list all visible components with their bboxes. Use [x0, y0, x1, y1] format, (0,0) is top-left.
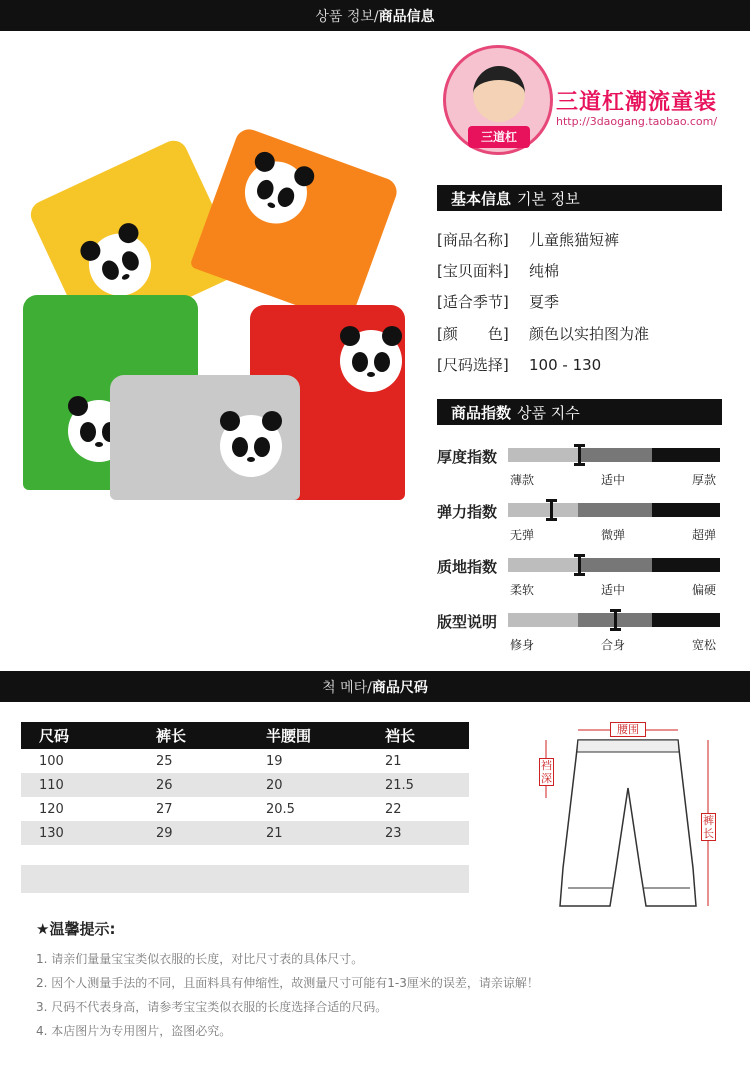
index-scale-high: 厚款 [692, 473, 717, 487]
header-length: 裤长 [156, 727, 187, 745]
pants-outline-icon [528, 718, 728, 918]
cell: 22 [385, 801, 402, 817]
size-table [21, 722, 469, 893]
cell: 21.5 [385, 777, 414, 793]
shop-name: 三道杠潮流童装 [556, 90, 718, 115]
header-waist: 半腰围 [266, 727, 312, 745]
logo-badge: 三道杠 [468, 126, 530, 148]
index-scale-bar [508, 448, 720, 462]
length-label: 裤长 [703, 814, 714, 840]
tip-item: 4. 本店图片为专用图片，盗图必究。 [36, 1024, 232, 1038]
header-size: 尺码 [39, 727, 70, 745]
index-scale-high: 宽松 [692, 638, 717, 652]
shop-logo [443, 45, 553, 155]
scale-segment [578, 448, 652, 462]
cell: 29 [156, 825, 173, 841]
product-index-title: 商品指数 [451, 403, 512, 422]
index-scale-high: 偏硬 [692, 583, 717, 597]
table-row [21, 821, 469, 845]
info-row [437, 323, 649, 344]
cell: 27 [156, 801, 173, 817]
info-key: [尺码选择] [437, 356, 509, 374]
panda-print-icon [220, 415, 282, 477]
index-scale-mid: 适中 [601, 583, 626, 597]
info-row [437, 229, 619, 250]
scale-segment [578, 558, 652, 572]
cell: 100 [39, 753, 64, 769]
waist-label: 腰围 [610, 722, 646, 737]
scale-segment [652, 558, 720, 572]
product-photo [15, 140, 415, 520]
info-key: [颜 色] [437, 325, 509, 343]
banner-korean: 상품 정보/ [315, 8, 379, 25]
logo-character-icon [473, 66, 525, 122]
tip-item: 3. 尺码不代表身高，请参考宝宝类似衣服的长度选择合适的尺码。 [36, 1000, 388, 1014]
index-scale-bar [508, 558, 720, 572]
cell: 23 [385, 825, 402, 841]
info-key: [宝贝面料] [437, 262, 509, 280]
scale-segment [652, 613, 720, 627]
cell: 120 [39, 801, 64, 817]
info-row [437, 291, 559, 312]
basic-info-title-korean: 기본 정보 [517, 189, 580, 208]
index-marker [578, 554, 581, 576]
panda-print-icon [340, 330, 402, 392]
index-marker [614, 609, 617, 631]
index-scale-mid: 微弹 [601, 528, 626, 542]
table-row [21, 749, 469, 773]
index-scale-mid: 合身 [601, 638, 626, 652]
gray-shorts [110, 375, 300, 500]
cell: 19 [266, 753, 283, 769]
scale-segment [508, 503, 578, 517]
panda-print-icon [79, 223, 161, 305]
cell: 110 [39, 777, 64, 793]
index-label: 厚度指数 [437, 448, 498, 466]
info-value: 颜色以实拍图为准 [529, 325, 650, 343]
tip-item: 1. 请亲们量量宝宝类似衣服的长度，对比尺寸表的具体尺寸。 [36, 952, 364, 966]
tip-item: 2. 因个人测量手法的不同，且面料具有伸缩性，故测量尺寸可能有1-3厘米的误差，请亲谅解！ [36, 976, 539, 990]
scale-segment [508, 558, 578, 572]
scale-segment [578, 503, 652, 517]
header-crotch: 裆长 [385, 727, 416, 745]
scale-segment [652, 503, 720, 517]
index-label: 质地指数 [437, 558, 498, 576]
cell: 21 [385, 753, 402, 769]
index-marker [550, 499, 553, 521]
index-label: 版型说明 [437, 613, 498, 631]
info-row [437, 260, 559, 281]
index-scale-low: 无弹 [510, 528, 535, 542]
size-banner-korean: 척 메타/ [322, 679, 372, 696]
index-scale-low: 薄款 [510, 473, 535, 487]
info-row [437, 354, 601, 375]
index-scale-low: 修身 [510, 638, 535, 652]
index-scale-low: 柔软 [510, 583, 535, 597]
cell: 26 [156, 777, 173, 793]
product-index-header [437, 399, 722, 425]
size-banner-title: 商品尺码 [371, 679, 428, 696]
index-label: 弹力指数 [437, 503, 498, 521]
orange-shorts [189, 125, 400, 324]
info-value: 儿童熊猫短裤 [529, 231, 620, 249]
product-index-title-korean: 상품 지수 [517, 403, 580, 422]
tips-title: ★温馨提示: [36, 920, 116, 938]
product-info-banner [0, 0, 750, 31]
panda-print-icon [236, 153, 315, 232]
scale-segment [508, 613, 578, 627]
cell: 130 [39, 825, 64, 841]
table-footer-row [21, 865, 469, 893]
index-scale-mid: 适中 [601, 473, 626, 487]
index-marker [578, 444, 581, 466]
size-banner [0, 671, 750, 702]
cell: 20.5 [266, 801, 295, 817]
info-key: [适合季节] [437, 293, 509, 311]
shop-url[interactable]: http://3daogang.taobao.com/ [556, 115, 718, 128]
scale-segment [652, 448, 720, 462]
cell: 25 [156, 753, 173, 769]
cell: 20 [266, 777, 283, 793]
cell: 21 [266, 825, 283, 841]
info-value: 夏季 [529, 293, 560, 311]
table-row [21, 773, 469, 797]
banner-title: 商品信息 [378, 8, 435, 25]
table-row [21, 797, 469, 821]
index-scale-bar [508, 503, 720, 517]
info-key: [商品名称] [437, 231, 509, 249]
index-scale-high: 超弹 [692, 528, 717, 542]
basic-info-header [437, 185, 722, 211]
info-value: 纯棉 [529, 262, 560, 280]
info-value: 100 - 130 [529, 356, 602, 374]
crotch-depth-label: 裆深 [541, 759, 552, 785]
pants-measurement-diagram [528, 718, 728, 918]
size-table-header [21, 722, 469, 749]
basic-info-title: 基本信息 [451, 189, 512, 208]
scale-segment [508, 448, 578, 462]
